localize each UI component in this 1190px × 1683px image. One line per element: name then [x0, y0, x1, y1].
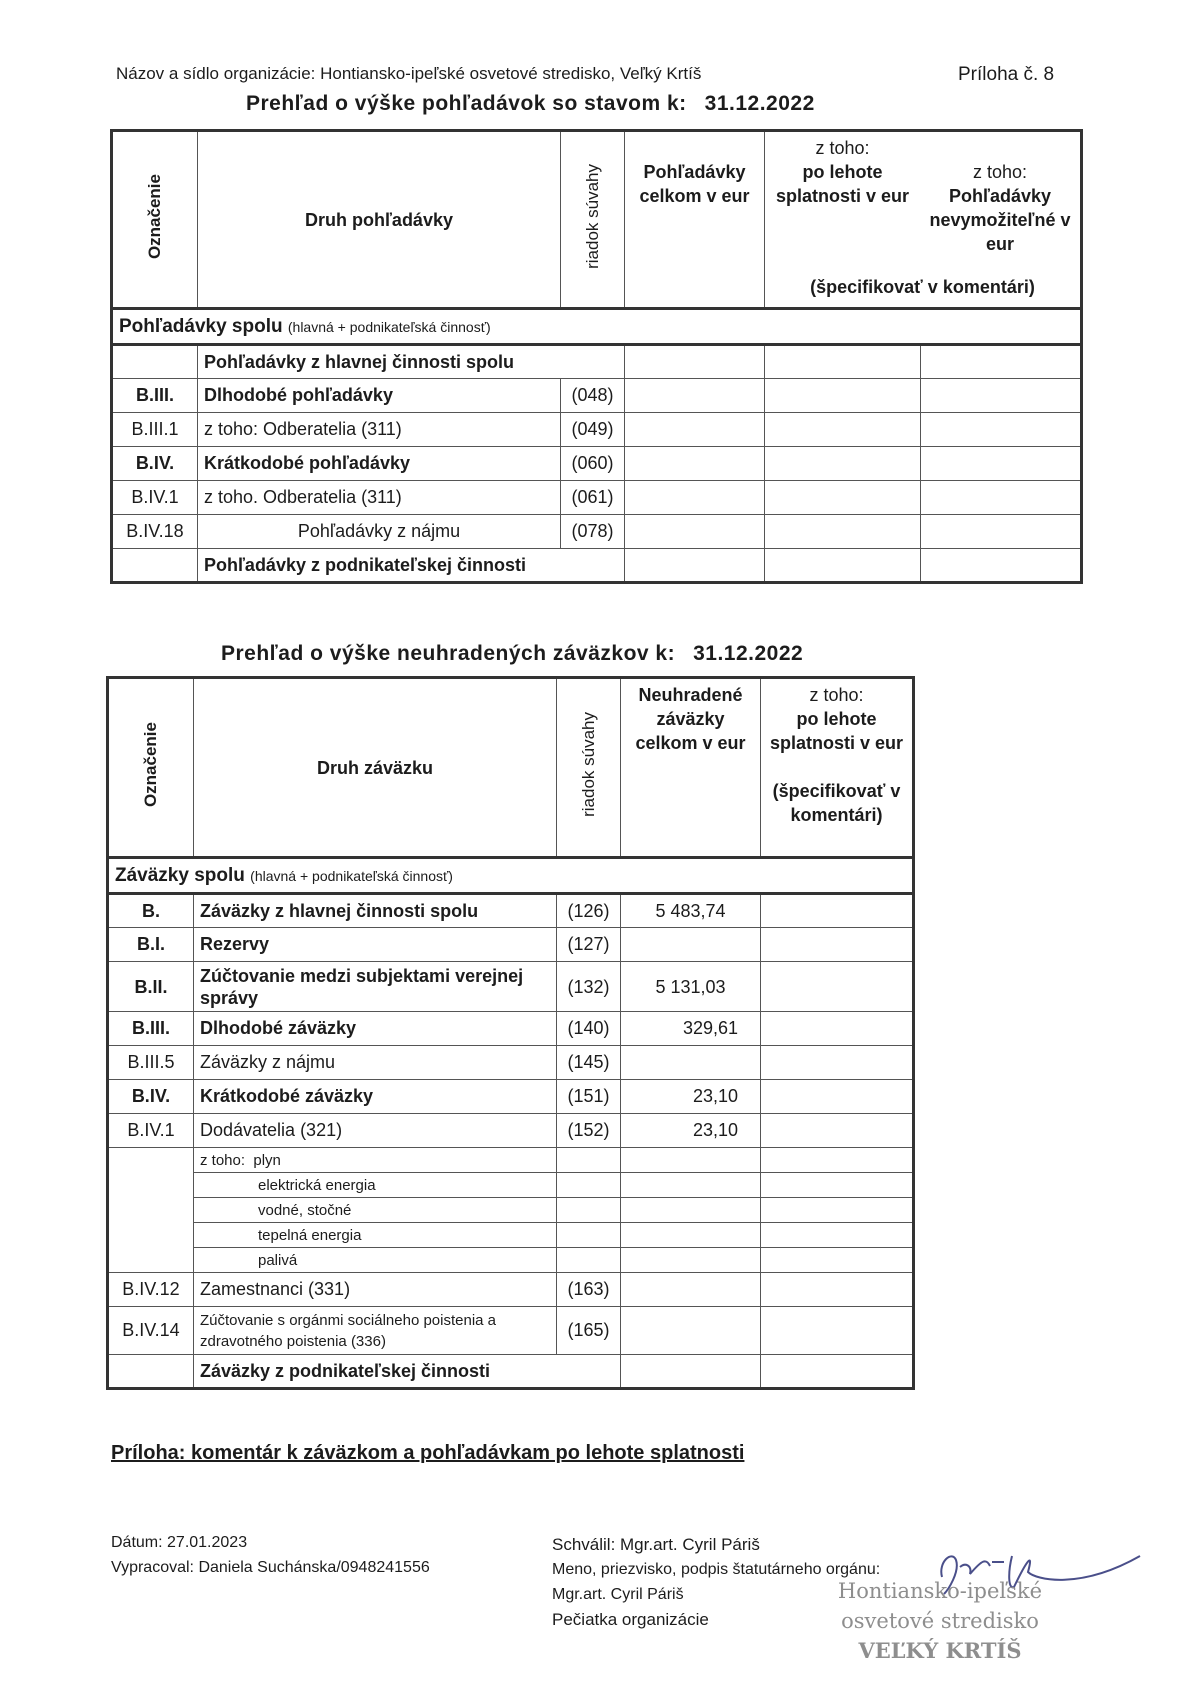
receivables-title [246, 92, 815, 116]
col-type: Druh záväzku [194, 678, 557, 858]
liabilities-title-text: Prehľad o výške neuhradených záväzkov k: [221, 642, 676, 665]
col-row: riadok súvahy [561, 131, 625, 309]
receivables-total-row: Pohľadávky spolu (hlavná + podnikateľská činnosť) [112, 309, 1082, 345]
stamp-line3: VEĽKÝ KRTÍŠ [858, 1638, 1022, 1663]
receivables-table [110, 129, 1083, 584]
liabilities-business-row: Záväzky z podnikateľskej činnosti [108, 1355, 914, 1389]
footer-prepared: Vypracoval: Daniela Suchánska/0948241556 [111, 1559, 430, 1576]
table-row: z toho: plyn [108, 1148, 914, 1173]
footer-stamp-label: Pečiatka organizácie [552, 1610, 709, 1629]
liabilities-table [106, 676, 915, 1390]
table-row: B.III.1 z toho: Odberatelia (311) (049) [112, 413, 1082, 447]
footer-approved: Schválil: Mgr.art. Cyril Páriš [552, 1535, 760, 1554]
table-row: B.III. Dlhodobé záväzky (140) 329,61 [108, 1012, 914, 1046]
table-row: B.I. Rezervy (127) [108, 928, 914, 962]
col-overdue-group [765, 131, 1082, 309]
table-row: B.II. Zúčtovanie medzi subjektami verejnej správy (132) 5 131,03 [108, 962, 914, 1012]
col-type: Druh pohľadávky [198, 131, 561, 309]
table-row: B.IV.12 Zamestnanci (331) (163) [108, 1273, 914, 1307]
col-designation: Označenie [112, 131, 198, 309]
receivables-business-row: Pohľadávky z podnikateľskej činnosti [112, 549, 1082, 583]
col-overdue: z toho: po lehote splatnosti v eur (špecifikovať v komentári) [761, 678, 914, 858]
footer-left [111, 1530, 430, 1580]
table-row: B.IV.18 Pohľadávky z nájmu (078) [112, 515, 1082, 549]
col-overdue: z toho: po lehote splatnosti v eur [775, 138, 910, 206]
organization-stamp [820, 1576, 1060, 1666]
liabilities-date: 31.12.2022 [693, 642, 804, 665]
specify-note: (špecifikovať v komentári) [810, 277, 1035, 297]
table-row: B.III. Dlhodobé pohľadávky (048) [112, 379, 1082, 413]
liabilities-title [221, 642, 803, 666]
table-row: B.IV.1 Dodávatelia (321) (152) 23,10 [108, 1114, 914, 1148]
table-row: tepelná energia [108, 1223, 914, 1248]
annex-note: Príloha: komentár k záväzkom a pohľadávkam po lehote splatnosti [111, 1442, 745, 1464]
table-row: B.IV. Krátkodobé záväzky (151) 23,10 [108, 1080, 914, 1114]
receivables-main-total-row: Pohľadávky z hlavnej činnosti spolu [112, 345, 1082, 379]
table-row: B.IV.14 Zúčtovanie s orgánmi sociálneho poistenia a zdravotného poistenia (336) (165) [108, 1307, 914, 1355]
table-row: B.III.5 Záväzky z nájmu (145) [108, 1046, 914, 1080]
footer-date: Dátum: 27.01.2023 [111, 1534, 248, 1551]
table-row: vodné, stočné [108, 1198, 914, 1223]
table-row: B.IV.1 z toho. Odberatelia (311) (061) [112, 481, 1082, 515]
col-total: Neuhradené záväzky celkom v eur [621, 678, 761, 858]
footer-name: Mgr.art. Cyril Páriš [552, 1586, 684, 1603]
receivables-date: 31.12.2022 [704, 92, 815, 115]
receivables-title-text: Prehľad o výške pohľadávok so stavom k: [246, 92, 687, 115]
footer-signature-label: Meno, priezvisko, podpis štatutárneho orgánu: [552, 1561, 881, 1578]
table-row: elektrická energia [108, 1173, 914, 1198]
annex-number: Príloha č. 8 [958, 64, 1055, 85]
col-total: Pohľadávky celkom v eur [625, 131, 765, 309]
stamp-line1: Hontiansko-ipeľské [837, 1579, 1043, 1603]
table-row: B.IV. Krátkodobé pohľadávky (060) [112, 447, 1082, 481]
organization-header: Názov a sídlo organizácie: Hontiansko-ipeľské osvetové stredisko, Veľký Krtíš [116, 64, 702, 83]
liabilities-total-row: Záväzky spolu (hlavná + podnikateľská činnosť) [108, 858, 914, 894]
table-row: palivá [108, 1248, 914, 1273]
col-uncollectible: z toho: Pohľadávky nevymožiteľné v eur [929, 162, 1071, 254]
col-row: riadok súvahy [557, 678, 621, 858]
col-designation: Označenie [108, 678, 194, 858]
table-row: B. Záväzky z hlavnej činnosti spolu (126) 5 483,74 [108, 894, 914, 928]
stamp-line2: osvetové stredisko [841, 1609, 1039, 1633]
